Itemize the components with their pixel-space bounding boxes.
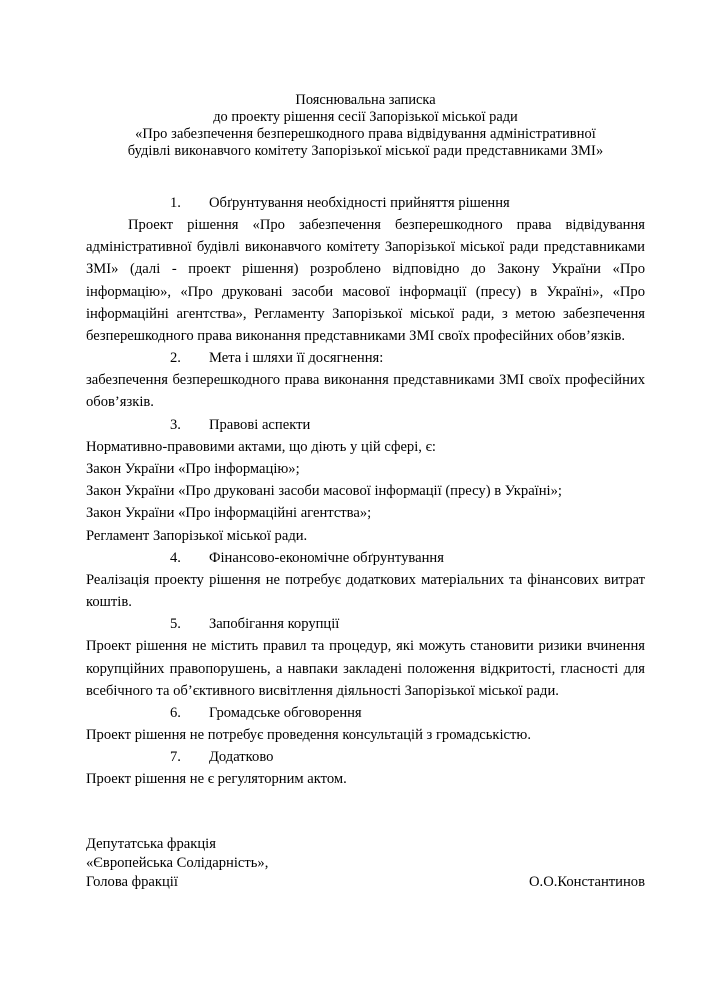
section-body-3: Нормативно-правовими актами, що діють у цій сфері, є: [86,438,436,455]
section-body-6: Проект рішення не потребує проведення консультацій з громадськістю. [86,727,531,744]
signature-block [86,835,645,893]
document-title [86,92,645,160]
section-number-6: 6. [170,704,181,721]
signature-faction-name: «Європейська Солідарність», [86,854,269,871]
title-line-3: «Про забезпечення безперешкодного права відвідування адміністративної [135,125,596,142]
title-line-1: Пояснювальна записка [295,92,436,108]
section-number-1: 1. [170,194,181,211]
section-title-7: Додатково [208,749,274,766]
section-body-4: Реалізація проекту рішення не потребує додаткових матеріальних та фінансових витрат коштів. [86,571,645,611]
section-number-2: 2. [170,350,181,367]
section-title-4: Фінансово-економічне обґрунтування [208,549,444,566]
section-title-5: Запобігання корупції [208,616,340,633]
signature-person-name: О.О.Константинов [529,874,645,891]
law-item-4: Регламент Запорізької міської ради. [86,527,308,544]
section-body-5: Проект рішення не містить правил та процедур, які можуть становити ризики вчинення корупційних правопорушень, а навпаки закладені положення відкритості, гласності для всебічного та об’єктивного висвітлення діяльності Запорізької міської ради. [86,638,645,699]
section-body-1: Проект рішення «Про забезпечення безперешкодного права відвідування адміністративної будівлі виконавчого комітету Запорізької міської ради представниками ЗМІ» (далі - проект рішення) розроблено відповідно до Закону України «Про інформацію», «Про друковані засоби масової інформації (пресу) в Україні», «Про інформаційні агентства», Регламенту Запорізької міської ради, з метою забезпечення безперешкодного права виконання представниками ЗМІ своїх професійних обов’язків. [86,217,645,344]
section-number-3: 3. [170,416,181,433]
title-line-4: будівлі виконавчого комітету Запорізької міської ради представниками ЗМІ» [127,142,604,159]
law-item-2: Закон України «Про друковані засоби масової інформації (пресу) в Україні»; [86,483,562,500]
section-number-7: 7. [170,749,181,766]
document-body [86,192,645,791]
title-line-2: до проекту рішення сесії Запорізької міської ради [213,108,518,125]
signature-row [86,873,645,892]
section-heading-4 [86,547,645,569]
section-title-1: Обґрунтування необхідності прийняття рішення [208,194,510,211]
section-number-4: 4. [170,549,181,566]
section-heading-1 [86,192,645,214]
section-heading-3 [86,414,645,436]
section-body-7: Проект рішення не є регуляторним актом. [86,771,347,788]
signature-faction: Депутатська фракція [86,835,216,852]
section-title-3: Правові аспекти [208,416,311,433]
section-number-5: 5. [170,616,181,633]
law-item-1: Закон України «Про інформацію»; [86,461,300,477]
signature-position: Голова фракції [86,874,178,891]
section-heading-6 [86,702,645,724]
law-item-3: Закон України «Про інформаційні агентства»; [86,505,372,522]
section-heading-2 [86,347,645,369]
section-title-2: Мета і шляхи її досягнення: [208,350,384,367]
section-title-6: Громадське обговорення [208,704,362,721]
section-body-2: забезпечення безперешкодного права виконання представниками ЗМІ своїх професійних обов’язків. [86,372,645,411]
section-heading-5 [86,613,645,635]
section-heading-7 [86,746,645,768]
